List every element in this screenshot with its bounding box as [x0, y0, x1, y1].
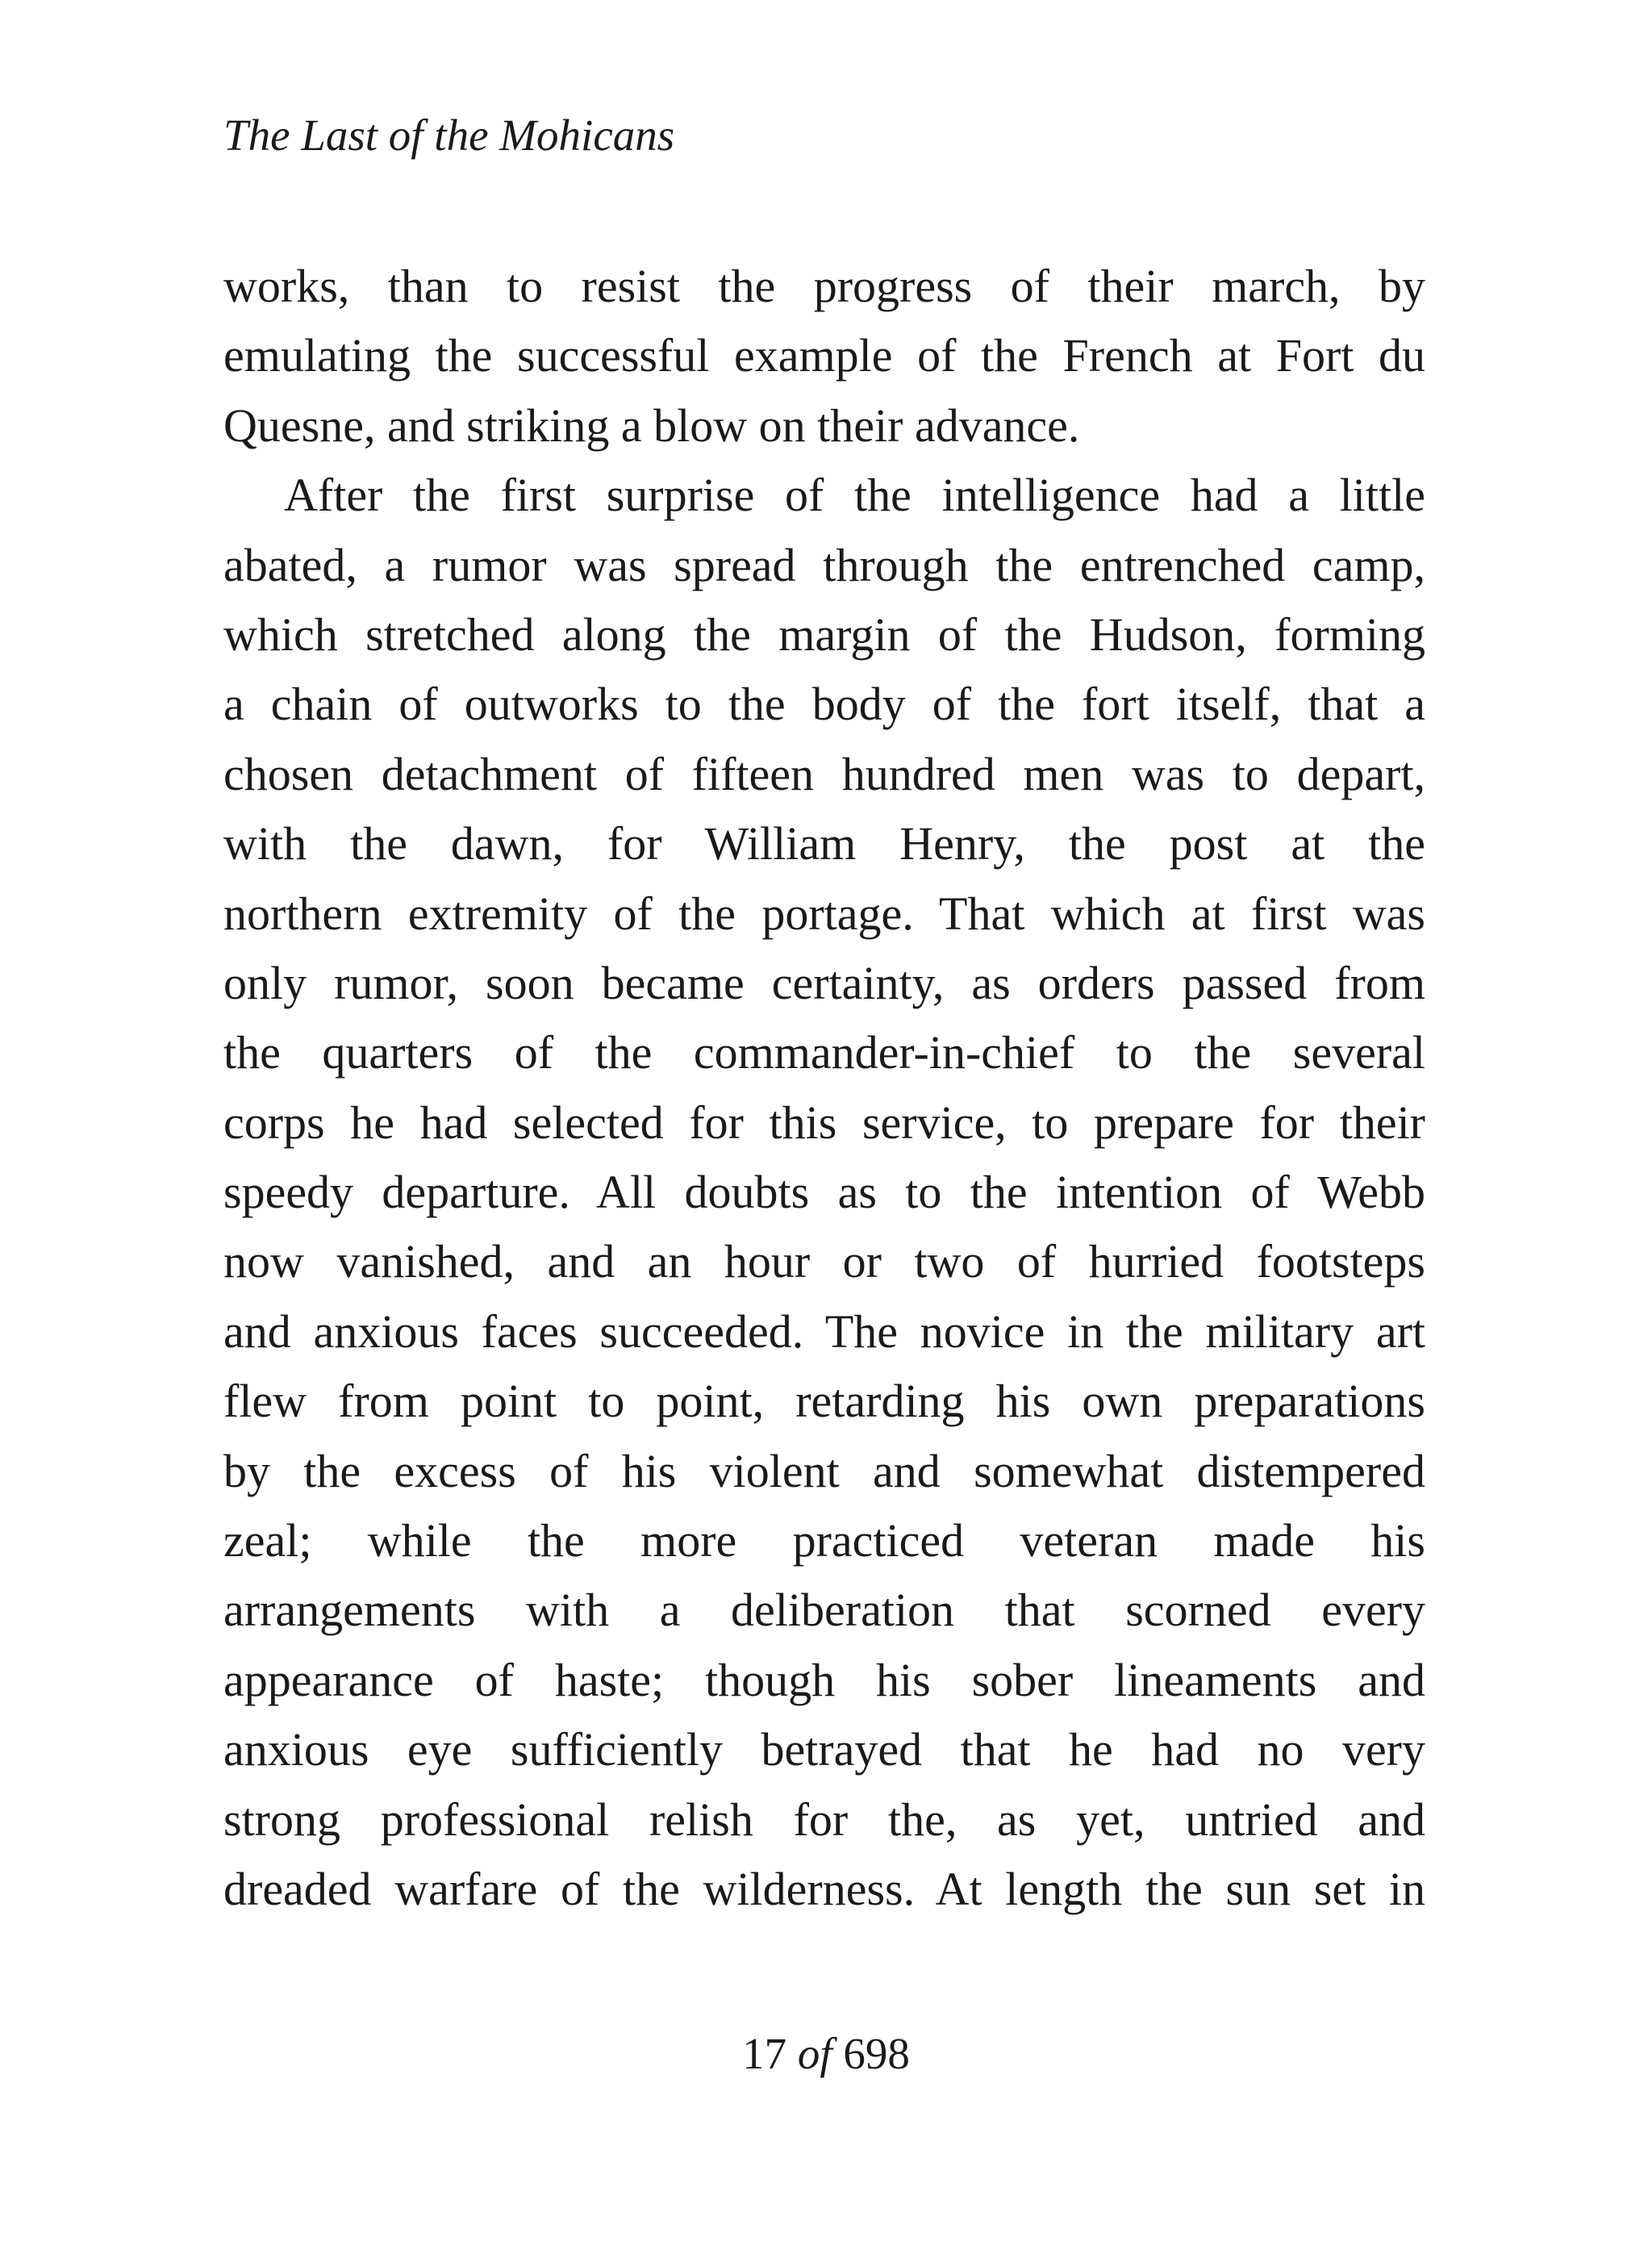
text-line: a chain of outworks to the body of the fort itself, that a [223, 678, 1425, 731]
page-body-text [223, 252, 1425, 1924]
current-page-number: 17 [742, 2029, 787, 2078]
text-line: Quesne, and striking a blow on their advance. [223, 399, 1080, 452]
text-line: only rumor, soon became certainty, as orders passed from [223, 956, 1425, 1009]
text-line: with the dawn, for William Henry, the post at the [223, 817, 1425, 870]
text-line: abated, a rumor was spread through the entrenched camp, [223, 538, 1425, 591]
text-line: which stretched along the margin of the Hudson, forming [223, 607, 1425, 661]
total-page-count: 698 [843, 2029, 910, 2078]
text-line: corps he had selected for this service, to prepare for their [223, 1096, 1425, 1149]
text-line: speedy departure. All doubts as to the intention of Webb [223, 1166, 1425, 1219]
text-line: arrangements with a deliberation that scorned every [223, 1584, 1425, 1637]
text-line: now vanished, and an hour or two of hurried footsteps [223, 1235, 1425, 1288]
text-line: and anxious faces succeeded. The novice in the military art [223, 1304, 1425, 1358]
text-line: chosen detachment of fifteen hundred men was to depart, [223, 747, 1425, 800]
text-line: strong professional relish for the, as yet, untried and [223, 1793, 1425, 1846]
text-line: appearance of haste; though his sober lineaments and [223, 1653, 1425, 1706]
text-line: After the first surprise of the intelligence had a little [284, 469, 1425, 522]
text-line: emulating the successful example of the French at Fort du [223, 329, 1425, 382]
text-line: dreaded warfare of the wilderness. At length the sun set in [223, 1862, 1425, 1915]
running-head-title: The Last of the Mohicans [223, 111, 675, 160]
text-line: the quarters of the commander-in-chief to the several [223, 1026, 1425, 1079]
text-line: by the excess of his violent and somewhat distempered [223, 1444, 1425, 1497]
text-line: anxious eye sufficiently betrayed that he had no very [223, 1723, 1425, 1776]
text-line: zeal; while the more practiced veteran made his [223, 1514, 1425, 1567]
text-line: flew from point to point, retarding his own preparations [223, 1375, 1425, 1428]
page-of-word: of [797, 2029, 832, 2078]
text-line: works, than to resist the progress of their march, by [223, 260, 1425, 312]
page-number [0, 2022, 1652, 2086]
text-line: northern extremity of the portage. That which at first was [223, 887, 1425, 940]
